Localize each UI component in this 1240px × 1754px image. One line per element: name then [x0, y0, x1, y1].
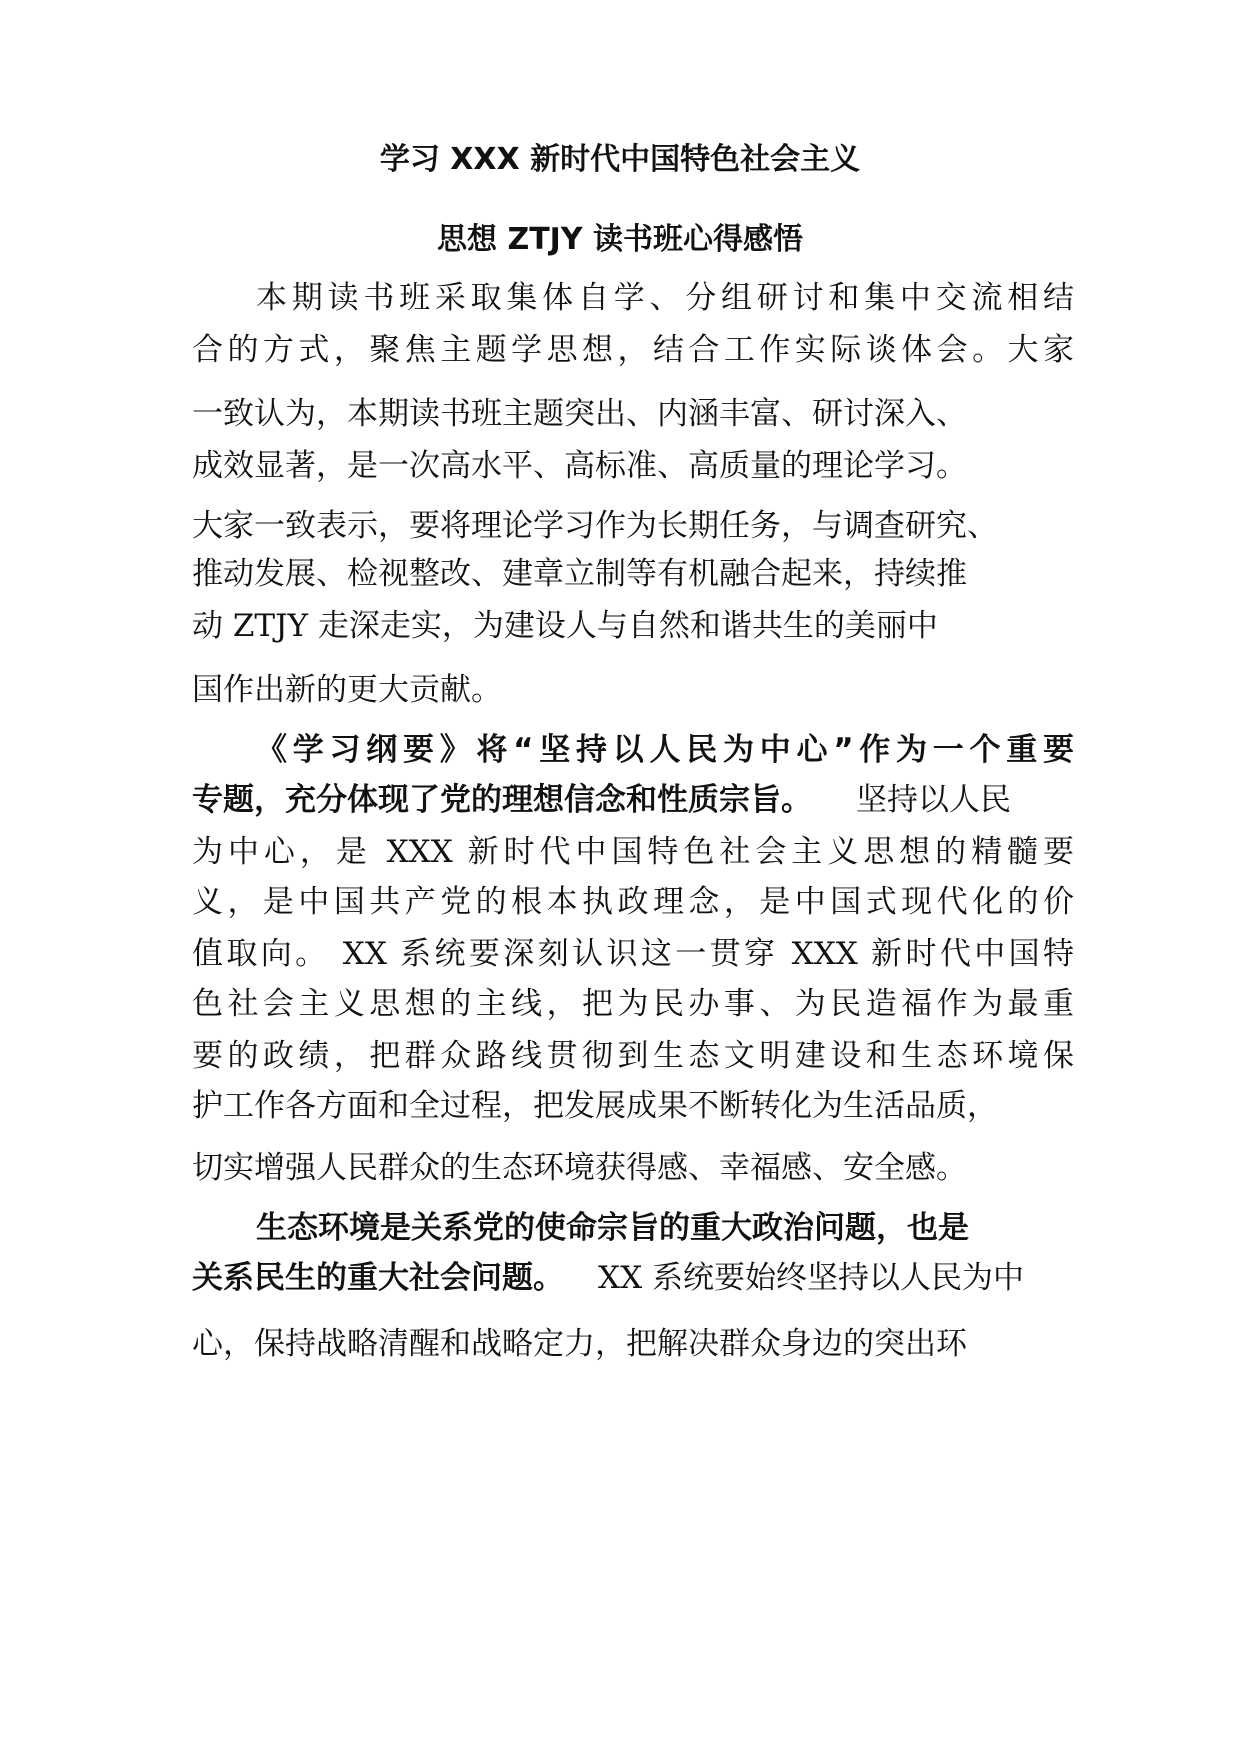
paragraph-2-bold-lead: 专题，充分体现了党的理想信念和性质宗旨。 — [192, 782, 812, 818]
document-title-line-2: 思想 ZTJY 读书班心得感悟 — [437, 222, 803, 257]
paragraph-1-line: 国作出新的更大贡献。 — [192, 672, 502, 708]
paragraph-2-line: 切实增强人民群众的生态环境获得感、幸福感、安全感。 — [192, 1150, 967, 1186]
paragraph-2-line: 值取向。 XX 系统要深刻认识这一贯穿 XXX 新时代中国特 — [192, 936, 1074, 972]
paragraph-1-line: 动 ZTJY 走深走实，为建设人与自然和谐共生的美丽中 — [192, 608, 938, 644]
paragraph-1-line: 合的方式，聚焦主题学思想，结合工作实际谈体会。大家 — [192, 332, 1074, 368]
paragraph-1-line: 一致认为，本期读书班主题突出、内涵丰富、研讨深入、 — [192, 396, 967, 432]
paragraph-1-line: 成效显著，是一次高水平、高标准、高质量的理论学习。 — [192, 448, 967, 484]
paragraph-2-line: 义，是中国共产党的根本执政理念，是中国式现代化的价 — [192, 884, 1074, 920]
paragraph-2-line: 要的政绩，把群众路线贯彻到生态文明建设和生态环境保 — [192, 1038, 1074, 1074]
paragraph-1-line: 推动发展、检视整改、建章立制等有机融合起来，持续推 — [192, 556, 967, 592]
paragraph-2-line-mixed — [192, 778, 1011, 822]
paragraph-2-bold-line: 《学习纲要》将“坚持以人民为中心”作为一个重要 — [256, 732, 1074, 768]
paragraph-3-bold-line: 生态环境是关系党的使命宗旨的重大政治问题，也是 — [256, 1210, 969, 1246]
paragraph-1-line: 本期读书班采取集体自学、分组研讨和集中交流相结 — [256, 280, 1074, 316]
paragraph-2-line: 色社会主义思想的主线，把为民办事、为民造福作为最重 — [192, 986, 1074, 1022]
paragraph-3-line-rest: XX 系统要始终坚持以人民为中 — [598, 1260, 1024, 1296]
paragraph-3-bold-lead: 关系民生的重大社会问题。 — [192, 1260, 564, 1296]
paragraph-3-line-mixed — [192, 1256, 1024, 1300]
paragraph-2-line: 为中心，是 XXX 新时代中国特色社会主义思想的精髓要 — [192, 834, 1074, 870]
paragraph-3-line: 心，保持战略清醒和战略定力，把解决群众身边的突出环 — [192, 1326, 967, 1362]
paragraph-2-line: 护工作各方面和全过程，把发展成果不断转化为生活品质， — [192, 1088, 998, 1124]
document-title-line-1: 学习 XXX 新时代中国特色社会主义 — [379, 142, 861, 177]
paragraph-2-line-rest: 坚持以人民 — [856, 782, 1011, 818]
paragraph-1-line: 大家一致表示，要将理论学习作为长期任务，与调查研究、 — [192, 508, 998, 544]
